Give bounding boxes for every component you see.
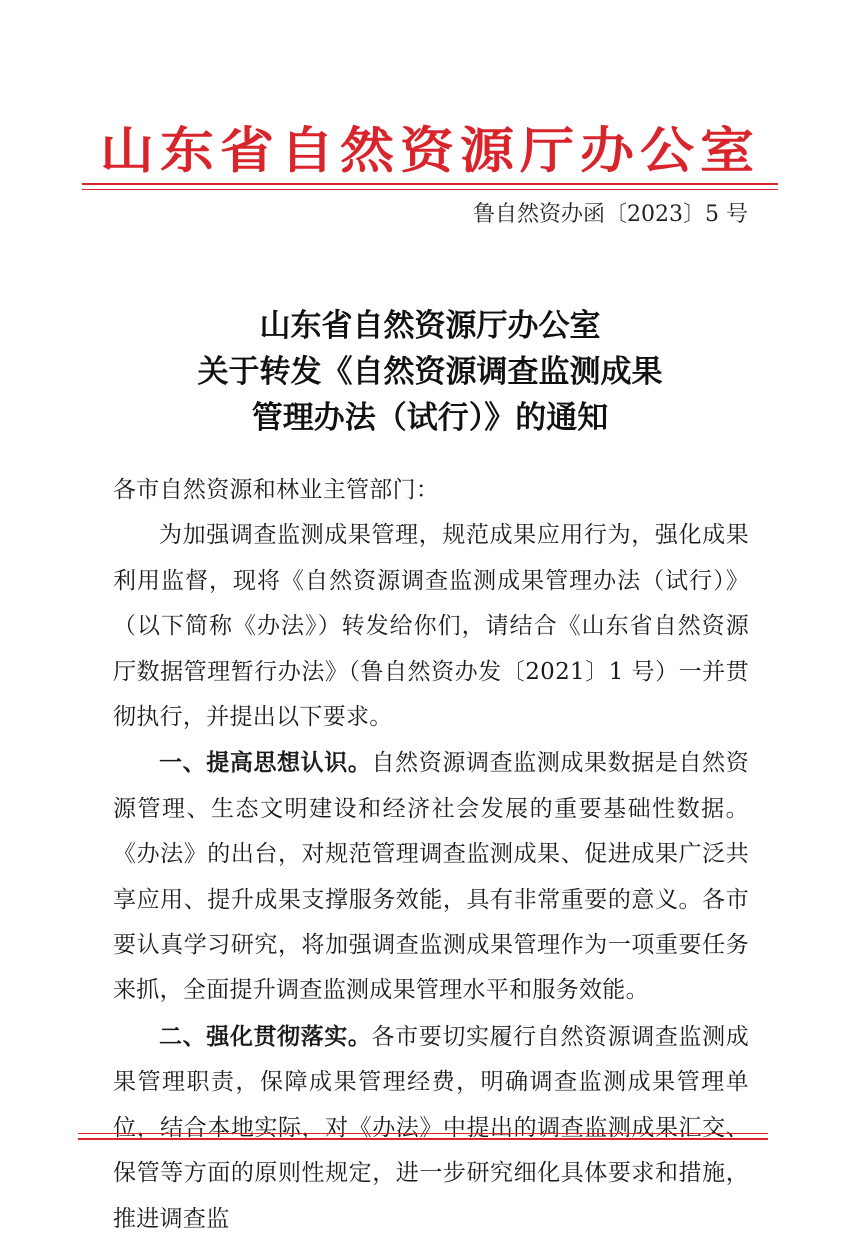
title-line-3: 管理办法（试行）》的通知 — [251, 400, 609, 436]
masthead-rule-thick — [82, 183, 778, 185]
document-body — [113, 468, 749, 1242]
section-2-paragraph — [113, 1014, 749, 1242]
footer-rule-thick — [78, 1138, 768, 1140]
intro-paragraph: 为加强调查监测成果管理，规范成果应用行为，强化成果利用监督，现将《自然资源调查监测成果管理办法（试行）》（以下简称《办法》）转发给你们，请结合《山东省自然资源厅数据管理暂行办法》（鲁自然资办发〔2021〕1 号）一并贯彻执行，并提出以下要求。 — [113, 522, 749, 731]
masthead-rule-thin — [82, 189, 778, 190]
document-number: 鲁自然资办函〔2023〕5 号 — [473, 202, 748, 227]
section-1-heading: 一、提高思想认识。 — [159, 749, 372, 777]
title-line-1: 山东省自然资源厅办公室 — [259, 308, 601, 344]
document-title — [0, 303, 860, 441]
masthead-org-name: 山东省自然资源厅办公室 — [100, 120, 760, 180]
section-2-heading: 二、强化贯彻落实。 — [159, 1022, 372, 1050]
section-1-text: 自然资源调查监测成果数据是自然资源管理、生态文明建设和经济社会发展的重要基础性数据。《办法》的出台，对规范管理调查监测成果、促进成果广泛共享应用、提升成果支撑服务效能，具有非常重要的意义。各市要认真学习研究，将加强调查监测成果管理作为一项重要任务来抓，全面提升调查监测成果管理水平和服务效能。 — [113, 750, 749, 1004]
section-1-paragraph — [113, 740, 749, 1013]
footer-rule-thin — [78, 1133, 768, 1134]
salutation: 各市自然资源和林业主管部门： — [113, 477, 440, 503]
title-line-2: 关于转发《自然资源调查监测成果 — [197, 354, 663, 390]
section-2-text: 各市要切实履行自然资源调查监测成果管理职责，保障成果管理经费，明确调查监测成果管理单位，结合本地实际，对《办法》中提出的调查监测成果汇交、保管等方面的原则性规定，进一步研究细化具体要求和措施，推进调查监 — [113, 1023, 749, 1232]
